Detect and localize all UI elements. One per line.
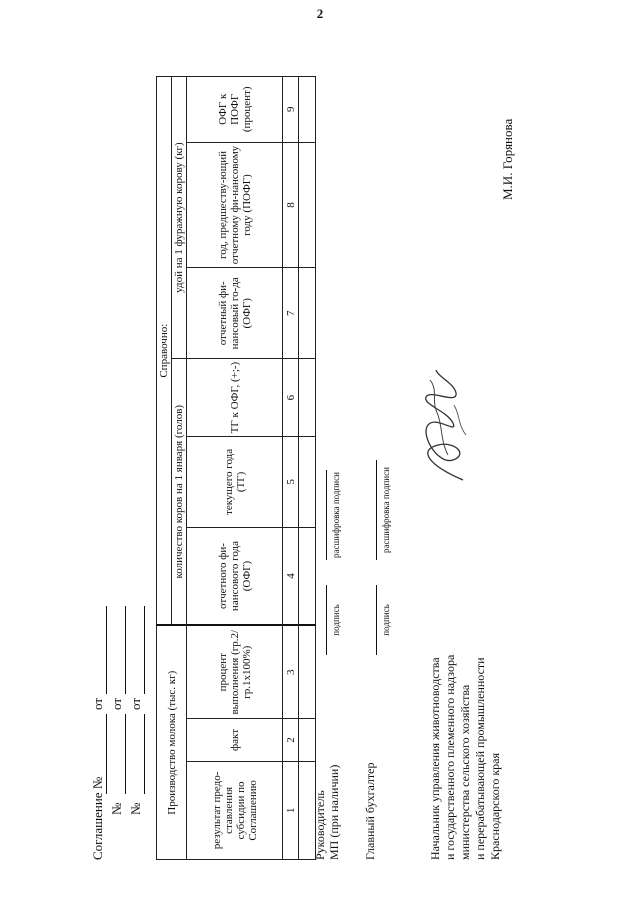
handwritten-signature [408,365,478,485]
accountant-signature-line[interactable] [375,585,377,655]
signatures-block [313,340,393,860]
col-number-1: 1 [283,761,299,859]
chief-line-4: и перерабатывающей промышленности [473,657,487,860]
chief-line-5: Краснодарского края [488,752,502,860]
agreement-date-field-2[interactable] [111,606,126,694]
head-label: Руководитель [313,790,327,860]
head-signature-caption: подпись [331,604,341,636]
header-cows-tg: текущего года (ТГ) [187,437,283,528]
chief-name: М.И. Горянова [500,118,515,200]
chief-line-3: министерства сельского хозяйства [458,684,472,860]
header-tg-to-ofg: ТГ к ОФГ, (+;-) [187,359,283,437]
accountant-label: Главный бухгалтер [363,762,377,860]
header-yield: удой на 1 фуражную корову (кг) [172,77,187,359]
header-yield-ofg: отчетный фи-нансовый го-да (ОФГ) [187,268,283,359]
agreement-no-label-3: № [128,802,143,815]
col-number-4: 4 [283,527,299,625]
cell-yield-pofg[interactable] [299,142,316,268]
header-yield-pofg: год, предшеству-ющий отчетному фи-нансовому году (ПОФГ) [187,142,283,268]
header-row-1 [157,77,172,860]
header-row-3 [187,77,283,860]
mp-label: МП (при наличии) [327,764,341,860]
header-fact: факт [187,719,283,762]
head-name-caption: расшифровка подписи [331,472,341,558]
col-number-6: 6 [283,359,299,437]
header-cows: количество коров на 1 января (голов) [172,359,187,626]
col-number-5: 5 [283,437,299,528]
head-name-line[interactable] [325,470,327,560]
cell-ofg-to-pofg[interactable] [299,77,316,143]
agreement-number-field-3[interactable] [130,714,145,794]
agreement-ot-label-2: от [109,697,124,710]
chief-block [428,530,503,860]
header-production: Производство молока (тыс. кг) [157,625,187,859]
page-number: 2 [316,6,324,21]
accountant-signature-caption: подпись [381,604,391,636]
column-number-row [283,77,299,860]
agreement-ot-label-3: от [128,697,143,710]
agreement-number-field[interactable] [92,714,107,794]
agreement-line-1 [88,606,107,860]
agreement-header [88,606,145,860]
agreement-no-label: № [109,802,124,815]
col-number-2: 2 [283,719,299,762]
header-percent: процент выполнения (гр.2/ гр.1х100%) [187,625,283,718]
agreement-date-field[interactable] [92,606,107,694]
header-cows-ofg: отчетного фи-нансового года (ОФГ) [187,527,283,625]
col-number-7: 7 [283,268,299,359]
accountant-name-caption: расшифровка подписи [381,467,391,553]
agreement-line-3 [126,606,145,860]
col-number-9: 9 [283,77,299,143]
col-number-3: 3 [283,625,299,718]
header-ofg-to-pofg: ОФГ к ПОФГ (процент) [187,77,283,143]
agreement-number-field-2[interactable] [111,714,126,794]
header-reference: Справочно: [157,77,172,626]
header-result: результат предо-ставления субсидии по Соглашению [187,761,283,859]
chief-line-2: и государственного племенного надзора [443,654,457,860]
accountant-name-line[interactable] [375,460,377,560]
head-signature-line[interactable] [325,585,327,655]
agreement-date-field-3[interactable] [130,606,145,694]
chief-line-1: Начальник управления животноводства [428,657,442,860]
subsidy-table [156,76,316,860]
rotated-document [68,20,628,860]
agreement-label: Соглашение № [90,776,105,860]
agreement-line-2 [107,606,126,860]
agreement-ot-label: от [90,697,105,710]
col-number-8: 8 [283,142,299,268]
